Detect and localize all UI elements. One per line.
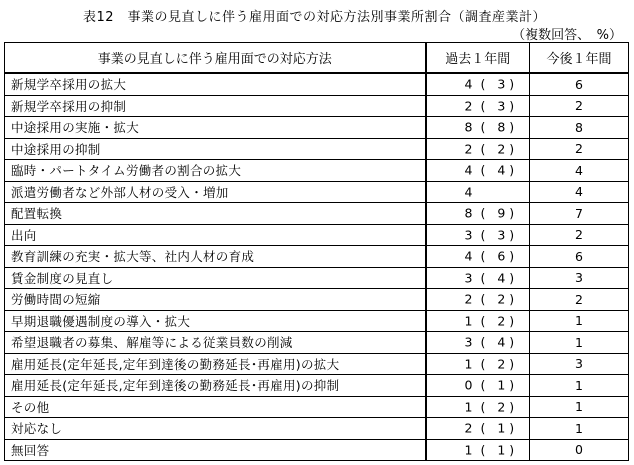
past-value: 1 [464,356,473,372]
method-cell: 労働時間の短縮 [5,289,426,311]
future-cell: 2 [530,224,629,246]
data-table [4,42,629,461]
method-cell: 早期退職優遇制度の導入・拡大 [5,310,426,332]
table-row [5,224,629,246]
past-previous-value: ( 2) [480,399,519,415]
past-cell [426,267,530,289]
past-value: 8 [464,119,473,135]
past-previous-value: ( 4) [480,270,519,286]
unit-note: （複数回答、 %） [512,28,622,43]
future-cell: 3 [530,267,629,289]
future-cell: 0 [530,439,629,461]
method-cell: 派遣労働者など外部人材の受入・増加 [5,181,426,203]
past-value: 2 [464,420,473,436]
table-row [5,138,629,160]
table-row [5,375,629,397]
past-cell [426,289,530,311]
past-value: 1 [464,442,473,458]
past-value: 2 [464,291,473,307]
past-cell [426,246,530,268]
past-cell [426,160,530,182]
past-value: 1 [464,313,473,329]
table-row [5,73,629,95]
header-row [5,43,629,74]
past-previous-value: ( 4) [480,162,519,178]
future-cell: 2 [530,289,629,311]
future-cell: 1 [530,375,629,397]
future-cell: 7 [530,203,629,225]
table-row [5,181,629,203]
past-previous-value: ( 3) [480,98,519,114]
past-previous-value: ( 1) [480,377,519,393]
future-cell: 1 [530,332,629,354]
past-value: 3 [464,227,473,243]
table-body [5,73,629,461]
past-previous-value: ( 2) [480,141,519,157]
method-cell: 中途採用の実施・拡大 [5,117,426,139]
past-cell [426,224,530,246]
table-row [5,418,629,440]
past-cell [426,353,530,375]
past-previous-value: ( 1) [480,420,519,436]
past-cell [426,418,530,440]
past-previous-value: ( 4) [480,334,519,350]
past-value: 3 [464,270,473,286]
past-value: 4 [464,76,473,92]
past-value: 1 [464,399,473,415]
past-cell [426,117,530,139]
past-value: 3 [464,334,473,350]
future-cell: 4 [530,160,629,182]
past-cell [426,439,530,461]
table-row [5,332,629,354]
past-previous-value: ( 1) [480,442,519,458]
future-cell: 6 [530,73,629,95]
method-cell: 教育訓練の充実・拡大等、社内人材の育成 [5,246,426,268]
past-value: 4 [464,162,473,178]
past-cell [426,203,530,225]
past-value: 0 [464,377,473,393]
past-cell [426,396,530,418]
past-value: 4 [464,248,473,264]
future-cell: 3 [530,353,629,375]
past-value: 2 [464,98,473,114]
future-cell: 8 [530,117,629,139]
table-row [5,289,629,311]
past-previous-value: ( 8) [480,119,519,135]
table-row [5,267,629,289]
past-previous-value: ( 2) [480,356,519,372]
past-cell [426,375,530,397]
past-previous-value: ( 2) [480,313,519,329]
future-cell: 1 [530,418,629,440]
method-cell: 希望退職者の募集、解雇等による従業員数の削減 [5,332,426,354]
method-cell: 新規学卒採用の拡大 [5,73,426,95]
future-cell: 2 [530,138,629,160]
method-cell: その他 [5,396,426,418]
past-previous-value: ( 3) [480,227,519,243]
past-previous-value: ( 3) [480,76,519,92]
past-cell [426,332,530,354]
past-previous-value: ( 6) [480,248,519,264]
past-previous-value: ( 2) [480,291,519,307]
table-row [5,310,629,332]
method-cell: 臨時・パートタイム労働者の割合の拡大 [5,160,426,182]
table-row [5,203,629,225]
past-value: 4 [464,184,473,200]
method-cell: 賃金制度の見直し [5,267,426,289]
method-cell: 対応なし [5,418,426,440]
past-cell [426,95,530,117]
past-cell [426,138,530,160]
table-title: 表12 事業の見直しに伴う雇用面での対応方法別事業所割合（調査産業計） [83,10,547,25]
past-value: 2 [464,141,473,157]
future-cell: 1 [530,396,629,418]
past-cell [426,181,530,203]
table-row [5,353,629,375]
method-cell: 配置転換 [5,203,426,225]
future-cell: 4 [530,181,629,203]
header-future: 今後１年間 [530,43,629,74]
header-past: 過去１年間 [426,43,530,74]
method-cell: 出向 [5,224,426,246]
past-value: 8 [464,205,473,221]
table-row [5,117,629,139]
table-row [5,396,629,418]
method-cell: 無回答 [5,439,426,461]
table-row [5,160,629,182]
future-cell: 2 [530,95,629,117]
method-cell: 雇用延長(定年延長,定年到達後の勤務延長･再雇用)の拡大 [5,353,426,375]
past-cell [426,73,530,95]
method-cell: 雇用延長(定年延長,定年到達後の勤務延長･再雇用)の抑制 [5,375,426,397]
table-row [5,95,629,117]
table-row [5,246,629,268]
future-cell: 6 [530,246,629,268]
past-previous-value: ( 9) [480,205,519,221]
header-method: 事業の見直しに伴う雇用面での対応方法 [5,43,426,74]
method-cell: 中途採用の抑制 [5,138,426,160]
method-cell: 新規学卒採用の抑制 [5,95,426,117]
future-cell: 1 [530,310,629,332]
table-row [5,439,629,461]
past-cell [426,310,530,332]
